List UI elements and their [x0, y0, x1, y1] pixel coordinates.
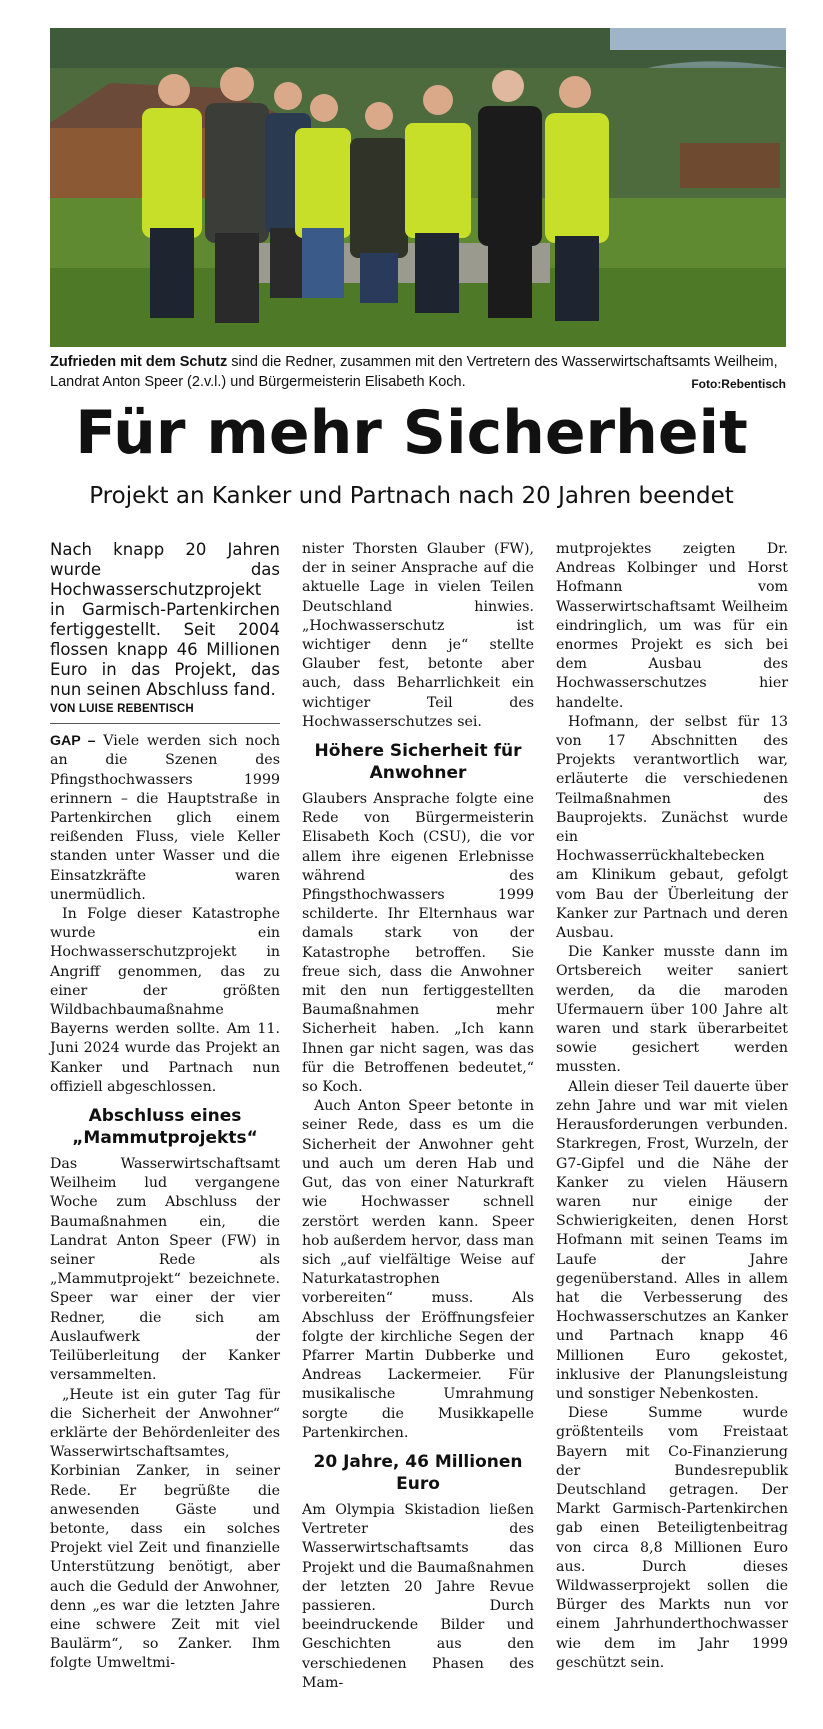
article-lead: Nach knapp 20 Jahren wurde das Hochwasserschutzprojekt in Garmisch-Partenkirchen fertiggestellt. Seit 2004 flossen knapp 46 Millionen Euro in das Projekt, das nun seinen Abschluss fand.: [50, 540, 280, 699]
section-heading: Abschluss eines „Mammutprojekts“: [72, 1106, 258, 1149]
article-column-2: [302, 540, 534, 1693]
caption-text: sind die Redner, zusammen mit den Vertretern des Wasserwirtschaftsamts Weilheim, Landrat Anton Speer (2.v.l.) und Bürgermeisterin Elisabeth Koch.: [50, 354, 778, 390]
paragraph: Hofmann, der selbst für 13 von 17 Abschnitten des Projekts verantwortlich war, erläuterte die verschiedenen Teilmaßnahmen des Bauprojekts. Zunächst wurde ein Hochwasserrückhaltebecken am Klinikum gebaut, gefolgt vom Bau der Überleitung der Kanker zur Partnach und deren Ausbau.: [556, 713, 788, 942]
paragraph: Das Wasserwirtschaftsamt Weilheim lud vergangene Woche zum Abschluss der Baumaßnahmen ein, die Landrat Anton Speer (FW) in seiner Rede als „Mammutprojekt“ bezeichnete. Speer war einer der vier Redner, die sich am Auslaufwerk der Teilüberleitung der Kanker versammelten.: [50, 1156, 280, 1384]
photo-caption: [50, 352, 786, 394]
dateline: GAP –: [50, 733, 96, 750]
paragraph: nister Thorsten Glauber (FW), der in seiner Ansprache auf die aktuelle Lage in vielen Teilen Deutschland hinwies. „Hochwasserschutz ist wichtiger denn je“ stellte Glauber fest, betonte aber auch, dass Beharrlichkeit ein wichtiger Teil des Hochwasserschutzes sei.: [302, 541, 534, 730]
caption-bold-lead: Zufrieden mit dem Schutz: [50, 354, 228, 370]
section-heading: Höhere Sicherheit für Anwohner: [314, 741, 522, 784]
article-column-1: [50, 540, 280, 1674]
author-byline: VON LUISE REBENTISCH: [50, 700, 280, 724]
paragraph: GAP – Viele werden sich noch an die Szenen des Pfingsthochwassers 1999 erinnern – die Hauptstraße in Partenkirchen glich einem reißenden Fluss, viele Keller standen unter Wasser und die Einsatzkräfte waren unermüdlich.: [50, 733, 280, 903]
section-heading: 20 Jahre, 46 Millionen Euro: [313, 1451, 523, 1494]
paragraph: Diese Summe wurde größtenteils vom Freistaat Bayern mit Co-Finanzierung der Bundesrepublik Deutschland getragen. Der Markt Garmisch-Partenkirchen gab einen Beteiligtenbeitrag von circa 8,8 Millionen Euro aus. Durch dieses Wildwasserprojekt sollen die Bürger des Markts nun vor einem Jahrhunderthochwasser wie dem im Jahr 1999 geschützt sein.: [556, 1405, 788, 1671]
paragraph: „Heute ist ein guter Tag für die Sicherheit der Anwohner“ erklärte der Behördenleiter des Wasserwirtschaftsamtes, Korbinian Zanker, in seiner Rede. Er begrüßte die anwesenden Gäste und betonte, dass ein solches Projekt viel Zeit und finanzielle Unterstützung benötigt, aber auch die Geduld der Anwohner, denn „es war die letzten Jahre eine schwere Zeit mit viel Baulärm“, so Zanker. Ihm folgte Umweltmi-: [50, 1386, 280, 1672]
paragraph: Am Olympia Skistadion ließen Vertreter des Wasserwirtschaftsamts das Projekt und die Baumaßnahmen der letzten 20 Jahre Revue passieren. Durch beeindruckende Bilder und Geschichten aus den verschiedenen Phasen des Mam-: [302, 1501, 534, 1691]
article-subheadline: Projekt an Kanker und Partnach nach 20 Jahren beendet: [89, 483, 734, 509]
paragraph: Die Kanker musste dann im Ortsbereich weiter saniert werden, da die maroden Ufermauern über 100 Jahre alt waren und stark überarbeitet sowie gesichert werden mussten.: [556, 944, 788, 1076]
article-photo: [50, 28, 786, 347]
paragraph: mutprojektes zeigten Dr. Andreas Kolbinger und Horst Hofmann vom Wasserwirtschaftsamt Weilheim eindringlich, um was für ein enormes Projekt es sich bei dem Ausbau des Hochwasserschutzes hier handelte.: [556, 541, 788, 711]
paragraph: In Folge dieser Katastrophe wurde ein Hochwasserschutzprojekt in Angriff genommen, das zu einer der größten Wildbachbaumaßnahme Bayerns werden sollte. Am 11. Juni 2024 wurde das Projekt an Kanker und Partnach nun offiziell abgeschlossen.: [50, 906, 280, 1095]
article-headline: Für mehr Sicherheit: [75, 398, 748, 468]
paragraph: Allein dieser Teil dauerte über zehn Jahre und war mit vielen Herausforderungen verbunden. Starkregen, Frost, Wurzeln, der G7-Gipfel und die Nähe der Kanker zu vielen Häusern waren nur einige der Schwierigkeiten, denen Horst Hofmann mit seinen Teams im Laufe der Jahre gegenüberstand. Alles in allem hat die Verbesserung des Hochwasserschutzes an Kanker und Partnach knapp 46 Millionen Euro gekostet, inklusive der Planungsleistung und sonstiger Nebenkosten.: [556, 1078, 788, 1402]
paragraph: Glaubers Ansprache folgte eine Rede von Bürgermeisterin Elisabeth Koch (CSU), die vor allem ihre eigenen Erlebnisse während des Pfingsthochwassers 1999 schilderte. Ihr Elternhaus war damals stark von der Katastrophe betroffen. Sie freue sich, dass die Anwohner mit den nun fertiggestellten Baumaßnahmen mehr Sicherheit haben. „Ich kann Ihnen gar nicht sagen, was das für die Betroffenen bedeutet,“ so Koch.: [302, 791, 534, 1096]
group-photo-illustration: [50, 28, 786, 347]
photo-credit: Foto:Rebentisch: [691, 377, 786, 391]
article-column-3: [556, 540, 788, 1673]
paragraph: Auch Anton Speer betonte in seiner Rede, dass es um die Sicherheit der Anwohner geht und auch um deren Hab und Gut, das von einer Naturkraft wie Hochwasser schnell zerstört werden kann. Speer hob außerdem hervor, dass man sich „auf vielfältige Weise auf Naturkatastrophen vorbereiten“ muss. Als Abschluss der Eröffnungsfeier folgte der kirchliche Segen der Pfarrer Martin Dubberke und Andreas Lackermeier. Für musikalische Umrahmung sorgte die Musikkapelle Partenkirchen.: [302, 1098, 534, 1441]
